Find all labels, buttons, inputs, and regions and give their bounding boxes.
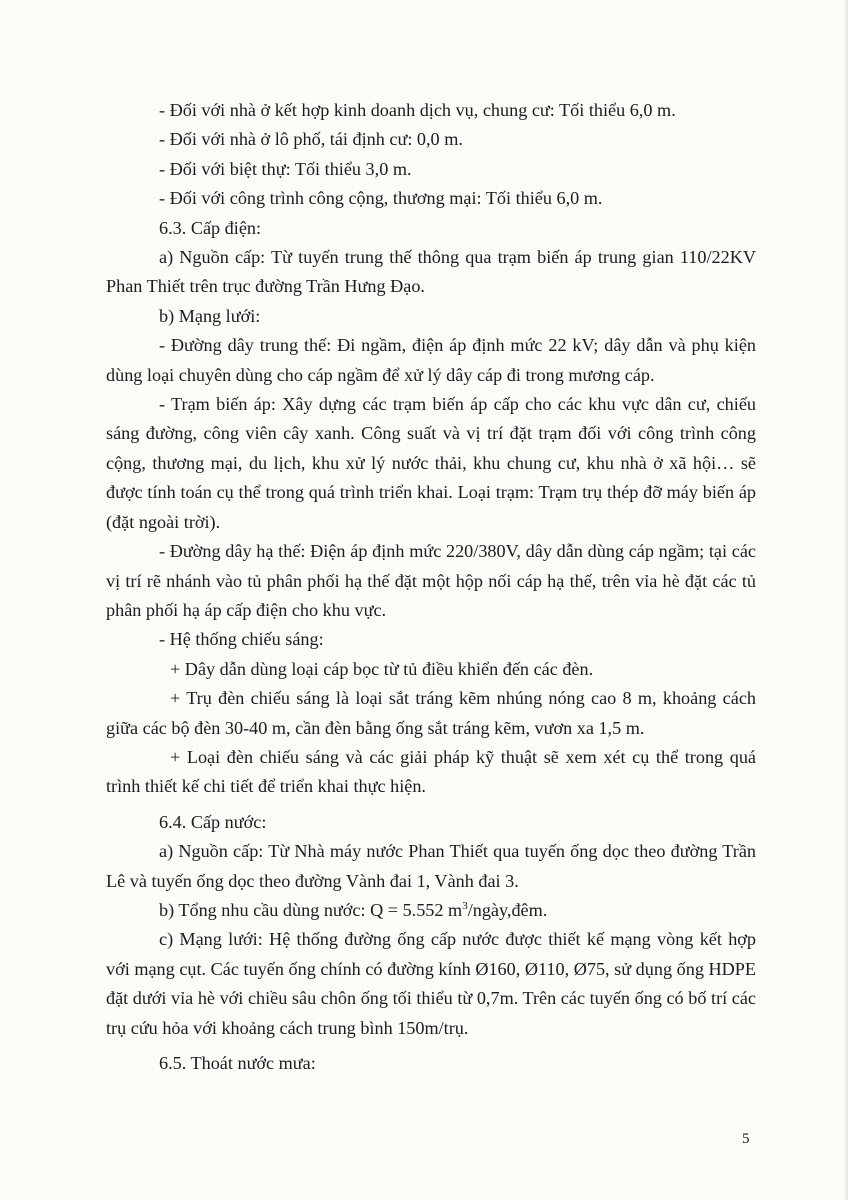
- document-body: [106, 96, 756, 1078]
- page-number: 5: [742, 1131, 750, 1147]
- paragraph: - Trạm biến áp: Xây dựng các trạm biến áp cấp cho các khu vực dân cư, chiếu sáng đường, công viên cây xanh. Công suất và vị trí đặt trạm đối với công trình công cộng, thương mại, du lịch, khu xử lý nước thải, khu chung cư, khu nhà ở xã hội… sẽ được tính toán cụ thể trong quá trình triển khai. Loại trạm: Trạm trụ thép đỡ máy biến áp (đặt ngoài trời).: [106, 394, 756, 532]
- paragraph: c) Mạng lưới: Hệ thống đường ống cấp nước được thiết kế mạng vòng kết hợp với mạng cụt. Các tuyến ống chính có đường kính Ø160, Ø110, Ø75, sử dụng ống HDPE đặt dưới vỉa hè với chiều sâu chôn ống tối thiểu từ 0,7m. Trên các tuyến ống có bố trí các trụ cứu hỏa với khoảng cách trung bình 150m/trụ.: [106, 929, 756, 1038]
- water-demand-unit: /ngày,đêm.: [467, 899, 548, 920]
- superscript: 3: [462, 899, 468, 912]
- paragraph: + Dây dẫn dùng loại cáp bọc từ tủ điều khiển đến các đèn.: [170, 658, 594, 679]
- section-heading-6-5: 6.5. Thoát nước mưa:: [159, 1053, 316, 1073]
- paragraph: a) Nguồn cấp: Từ tuyến trung thế thông qua trạm biến áp trung gian 110/22KV Phan Thiết trên trục đường Trần Hưng Đạo.: [106, 247, 756, 297]
- paragraph: - Đối với biệt thự: Tối thiểu 3,0 m.: [159, 158, 412, 179]
- paragraph: - Đường dây trung thế: Đi ngầm, điện áp định mức 22 kV; dây dẫn và phụ kiện dùng loại chuyên dùng cho cáp ngầm để xử lý dây cáp đi trong mương cáp.: [106, 335, 756, 385]
- paragraph: + Trụ đèn chiếu sáng là loại sắt tráng kẽm nhúng nóng cao 8 m, khoảng cách giữa các bộ đèn 30-40 m, cần đèn bằng ống sắt tráng kẽm, vươn xa 1,5 m.: [106, 688, 756, 738]
- paragraph: - Hệ thống chiếu sáng:: [159, 629, 324, 650]
- paragraph: + Loại đèn chiếu sáng và các giải pháp kỹ thuật sẽ xem xét cụ thể trong quá trình thiết kế chi tiết để triển khai thực hiện.: [106, 746, 756, 797]
- paragraph: - Đối với nhà ở lô phố, tái định cư: 0,0 m.: [159, 129, 463, 150]
- paragraph-water-demand: [106, 896, 756, 925]
- paragraph: a) Nguồn cấp: Từ Nhà máy nước Phan Thiết qua tuyến ống dọc theo đường Trần Lê và tuyến ống dọc theo đường Vành đai 1, Vành đai 3.: [106, 841, 756, 891]
- paragraph: b) Mạng lưới:: [159, 305, 261, 326]
- section-heading-6-4: 6.4. Cấp nước:: [159, 811, 267, 832]
- section-heading-6-3: 6.3. Cấp điện:: [159, 217, 262, 238]
- water-demand-text: b) Tổng nhu cầu dùng nước: Q = 5.552 m: [159, 899, 463, 920]
- paragraph: - Đường dây hạ thế: Điện áp định mức 220/380V, dây dẫn dùng cáp ngầm; tại các vị trí rẽ nhánh vào tủ phân phối hạ thế đặt một hộp nối cáp hạ thế, trên vỉa hè đặt các tủ phân phối hạ áp cấp điện cho khu vực.: [106, 541, 756, 620]
- paragraph: - Đối với công trình công cộng, thương mại: Tối thiểu 6,0 m.: [159, 188, 603, 209]
- paragraph: - Đối với nhà ở kết hợp kinh doanh dịch vụ, chung cư: Tối thiểu 6,0 m.: [159, 100, 676, 120]
